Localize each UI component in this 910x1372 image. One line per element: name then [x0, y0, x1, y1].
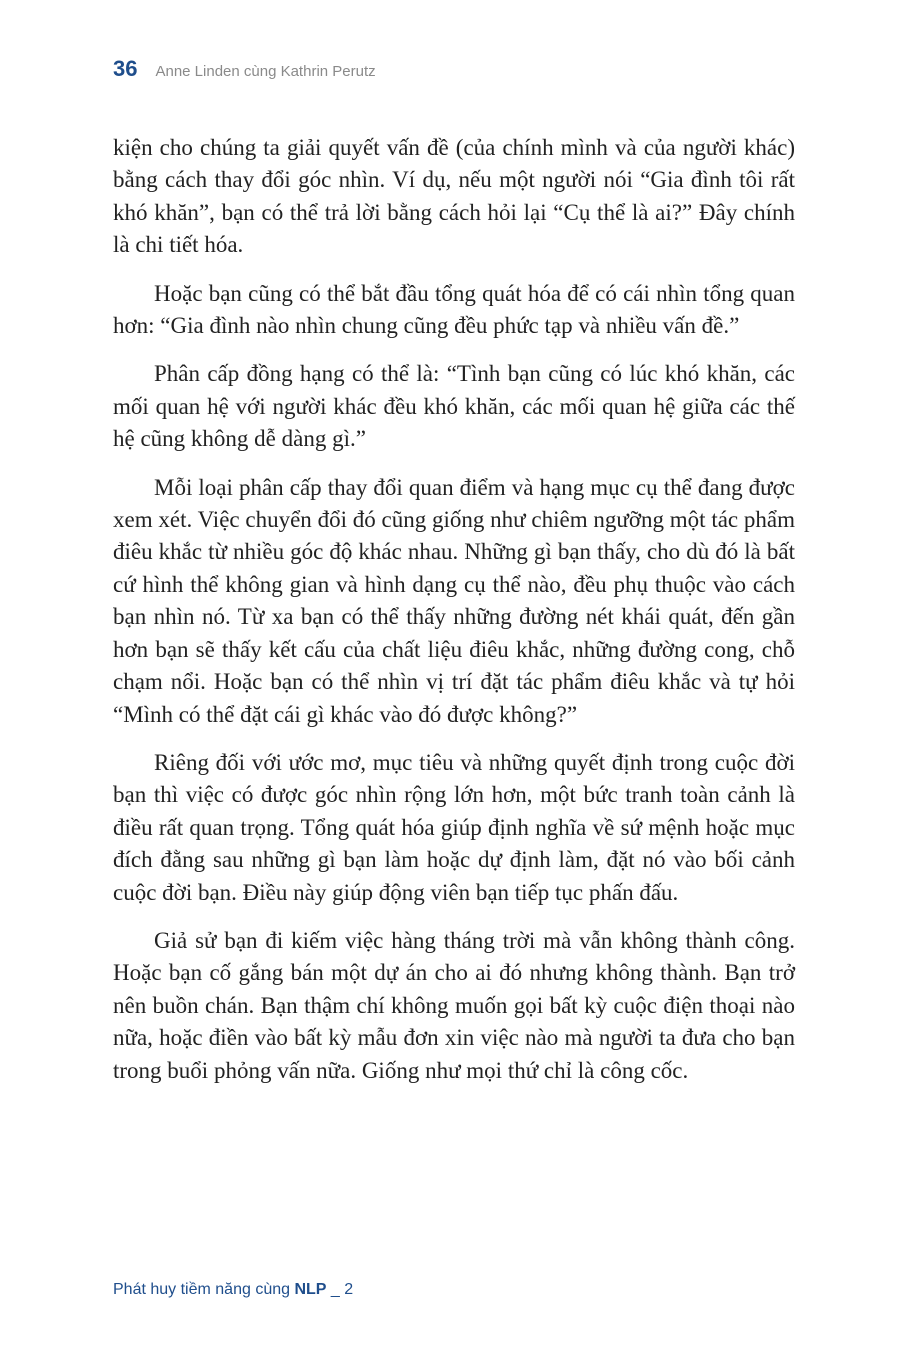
paragraph: Riêng đối với ước mơ, mục tiêu và những quyết định trong cuộc đời bạn thì việc có được góc nhìn rộng lớn hơn, một bức tranh toàn cảnh là điều rất quan trọng. Tổng quát hóa giúp định nghĩa về sứ mệnh hoặc mục đích đằng sau những gì bạn làm hoặc dự định làm, đặt nó vào bối cảnh cuộc đời bạn. Điều này giúp động viên bạn tiếp tục phấn đấu.	[113, 749, 795, 905]
body-text	[113, 132, 795, 1103]
footer-brand: NLP	[294, 1281, 327, 1298]
running-head-authors: Anne Linden cùng Kathrin Perutz	[155, 63, 376, 80]
footer-volume: _ 2	[330, 1281, 354, 1298]
paragraph-continuation: kiện cho chúng ta giải quyết vấn đề (của chính mình và của người khác) bằng cách thay đổi góc nhìn. Ví dụ, nếu một người nói “Gia đình tôi rất khó khăn”, bạn có thể trả lời bằng cách hỏi lại “Cụ thể là ai?” Đây chính là chi tiết hóa.	[113, 135, 795, 258]
paragraph: Phân cấp đồng hạng có thể là: “Tình bạn cũng có lúc khó khăn, các mối quan hệ với người khác đều khó khăn, các mối quan hệ giữa các thế hệ cũng không dễ dàng gì.”	[113, 361, 795, 452]
page-footer	[113, 1281, 353, 1299]
page-number: 36	[113, 56, 138, 81]
paragraph: Giả sử bạn đi kiếm việc hàng tháng trời mà vẫn không thành công. Hoặc bạn cố gắng bán một dự án cho ai đó nhưng không thành. Bạn trở nên buồn chán. Bạn thậm chí không muốn gọi bất kỳ cuộc điện thoại nào nữa, hoặc điền vào bất kỳ mẫu đơn xin việc nào mà người ta đưa cho bạn trong buổi phỏng vấn nữa. Giống như mọi thứ chỉ là công cốc.	[113, 927, 795, 1083]
paragraph: Mỗi loại phân cấp thay đổi quan điểm và hạng mục cụ thể đang được xem xét. Việc chuyển đổi đó cũng giống như chiêm ngưỡng một tác phẩm điêu khắc từ nhiều góc độ khác nhau. Những gì bạn thấy, cho dù đó là bất cứ hình thể không gian và hình dạng cụ thể nào, đều phụ thuộc vào cách bạn nhìn nó. Từ xa bạn có thể thấy những đường nét khái quát, đến gần hơn bạn sẽ thấy kết cấu của chất liệu điêu khắc, những đường cong, chỗ chạm nổi. Hoặc bạn có thể nhìn vị trí đặt tác phẩm điêu khắc và tự hỏi “Mình có thể đặt cái gì khác vào đó được không?”	[113, 474, 795, 727]
paragraph: Hoặc bạn cũng có thể bắt đầu tổng quát hóa để có cái nhìn tổng quan hơn: “Gia đình nào nhìn chung cũng đều phức tạp và nhiều vấn đề.”	[113, 280, 795, 339]
footer-book-title: Phát huy tiềm năng cùng	[113, 1281, 291, 1298]
page-header	[113, 56, 376, 82]
